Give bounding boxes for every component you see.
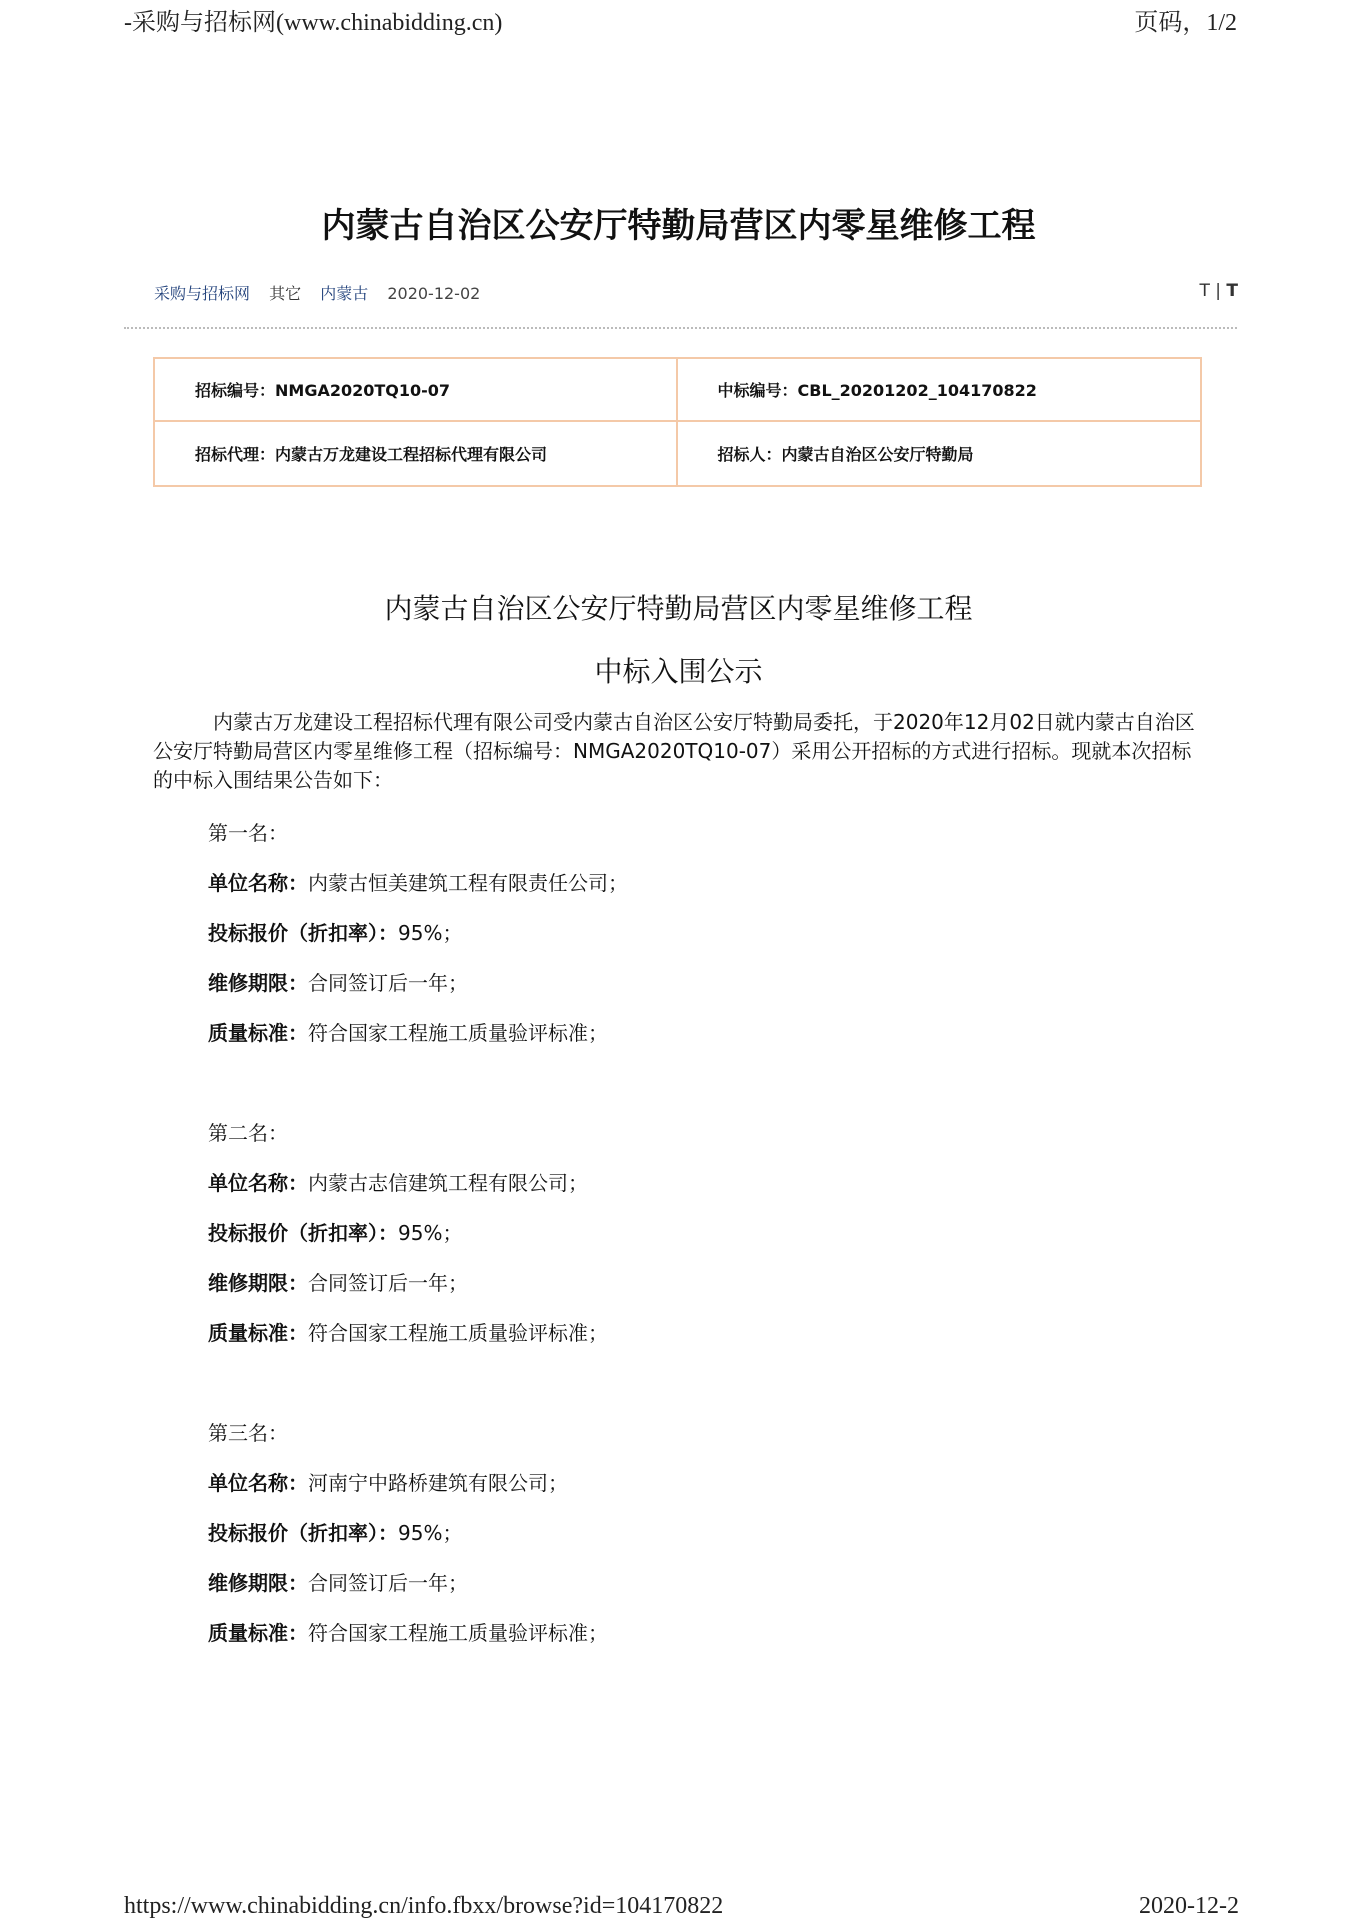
winner-period: [208, 1567, 468, 1596]
winner-period: [208, 1267, 468, 1296]
unit-value: 河南宁中路桥建筑有限公司；: [308, 1471, 568, 1495]
meta-source-link[interactable]: 采购与招标网: [154, 284, 251, 303]
winner-rank: 第二名：: [208, 1121, 288, 1145]
article-meta: [154, 281, 494, 304]
print-header-page-number: 页码，1/2: [1134, 10, 1237, 36]
quality-label: 质量标准：: [208, 1021, 308, 1045]
notice-title: 内蒙古自治区公安厅特勤局营区内零星维修工程: [384, 592, 973, 625]
period-label: 维修期限：: [208, 1571, 308, 1595]
winner-price: [208, 1517, 462, 1546]
winner-unit: [208, 1167, 588, 1196]
quality-value: 符合国家工程施工质量验评标准；: [308, 1621, 608, 1645]
tenderer-cell: 招标人：内蒙古自治区公安厅特勤局: [717, 445, 974, 464]
font-small-button[interactable]: T: [1199, 281, 1210, 301]
quality-label: 质量标准：: [208, 1621, 308, 1645]
notice-intro: 内蒙古万龙建设工程招标代理有限公司受内蒙古自治区公安厅特勤局委托，于2020年12月02日就内蒙古自治区公安厅特勤局营区内零星维修工程（招标编号：NMGA2020TQ10-07）采用公开招标的方式进行招标。现就本次招标的中标入围结果公告如下：: [153, 710, 1195, 792]
meta-date: 2020-12-02: [387, 284, 481, 303]
period-value: 合同签订后一年；: [308, 971, 468, 995]
period-label: 维修期限：: [208, 971, 308, 995]
winner-quality: [208, 1617, 608, 1646]
winner-quality: [208, 1317, 608, 1346]
period-value: 合同签订后一年；: [308, 1271, 468, 1295]
price-label: 投标报价（折扣率）：: [208, 1221, 398, 1245]
font-large-button[interactable]: T: [1226, 281, 1238, 301]
quality-label: 质量标准：: [208, 1321, 308, 1345]
print-footer-date: 2020-12-2: [1139, 1893, 1239, 1919]
price-label: 投标报价（折扣率）：: [208, 1521, 398, 1545]
print-header-site: -采购与招标网(www.chinabidding.cn): [124, 10, 503, 36]
price-value: 95%；: [398, 921, 463, 945]
winner-unit: [208, 1467, 568, 1496]
unit-label: 单位名称：: [208, 1171, 308, 1195]
unit-value: 内蒙古恒美建筑工程有限责任公司；: [308, 871, 628, 895]
unit-value: 内蒙古志信建筑工程有限公司；: [308, 1171, 588, 1195]
winner-unit: [208, 867, 628, 896]
price-value: 95%；: [398, 1521, 463, 1545]
meta-category: 其它: [269, 284, 302, 303]
divider: [124, 327, 1237, 329]
period-label: 维修期限：: [208, 1271, 308, 1295]
period-value: 合同签订后一年；: [308, 1571, 468, 1595]
quality-value: 符合国家工程施工质量验评标准；: [308, 1021, 608, 1045]
price-value: 95%；: [398, 1221, 463, 1245]
font-size-switch: [1199, 281, 1238, 301]
page-title: 内蒙古自治区公安厅特勤局营区内零星维修工程: [321, 206, 1036, 246]
notice-subtitle: 中标入围公示: [594, 655, 763, 688]
award-number-cell: 中标编号：CBL_20201202_104170822: [678, 359, 1201, 422]
winner-quality: [208, 1017, 608, 1046]
font-switch-separator: |: [1215, 281, 1221, 301]
winner-price: [208, 917, 462, 946]
winner-period: [208, 967, 468, 996]
quality-value: 符合国家工程施工质量验评标准；: [308, 1321, 608, 1345]
price-label: 投标报价（折扣率）：: [208, 921, 398, 945]
winner-rank: 第三名：: [208, 1421, 288, 1445]
unit-label: 单位名称：: [208, 1471, 308, 1495]
unit-label: 单位名称：: [208, 871, 308, 895]
agent-cell: 招标代理：内蒙古万龙建设工程招标代理有限公司: [155, 422, 678, 485]
winner-price: [208, 1217, 462, 1246]
meta-region-link[interactable]: 内蒙古: [320, 284, 369, 303]
bid-info-table: [153, 357, 1202, 487]
winner-rank: 第一名：: [208, 821, 288, 845]
bid-number-cell: 招标编号：NMGA2020TQ10-07: [155, 359, 678, 422]
print-footer-url: https://www.chinabidding.cn/info.fbxx/browse?id=104170822: [124, 1893, 724, 1919]
